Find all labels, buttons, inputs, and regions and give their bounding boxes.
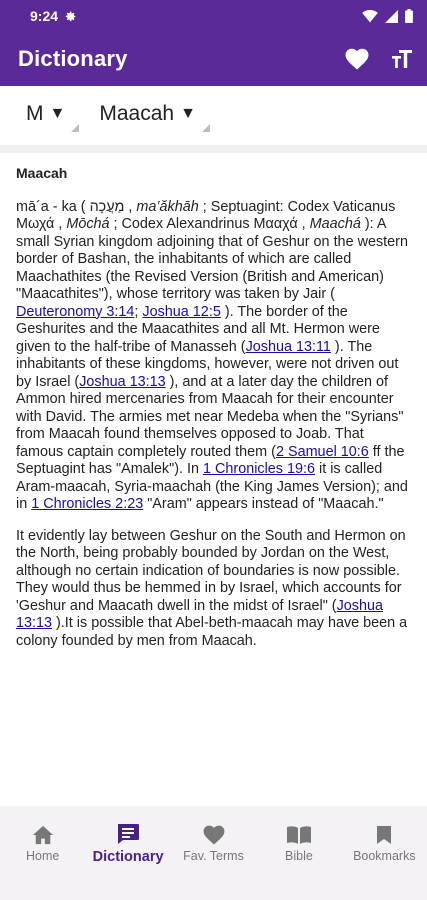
dropdown-corner-icon xyxy=(202,124,210,132)
status-time: 9:24 xyxy=(30,8,59,24)
text-run: ).It is possible that Abel-beth-maacah may have been a colony founded by men from Maacah. xyxy=(16,615,408,649)
app-bar xyxy=(0,32,427,86)
text-run: ; Septuagint: Codex Vaticanus Μωχά , xyxy=(16,198,396,232)
gesture-bar-area xyxy=(0,874,427,900)
text-run: It evidently lay between Geshur on the South and Hermon on the North, being probably bounded by Jordan on the West, although no certain indication of boundaries is now possible. They would thus be hemmed in by Israel, which accounts for 'Geshur and Maacath dwell in the midst of Israel" ( xyxy=(16,527,406,614)
scripture-link[interactable]: Joshua 13:13 xyxy=(16,597,384,631)
nav-label-home: Home xyxy=(26,849,60,863)
nav-label-fav-terms: Fav. Terms xyxy=(183,849,244,863)
scripture-link[interactable]: 1 Chronicles 2:23 xyxy=(31,496,144,512)
letter-dropdown[interactable] xyxy=(26,92,79,136)
nav-item-bible[interactable] xyxy=(256,814,341,874)
scripture-link[interactable]: Joshua 12:5 xyxy=(142,303,221,320)
dictionary-icon xyxy=(116,823,140,845)
text-run: ; xyxy=(134,303,143,320)
bookmark-icon xyxy=(376,825,392,845)
nav-item-home[interactable] xyxy=(0,814,85,874)
entry-heading: Maacah xyxy=(16,165,68,181)
text-run: ; Codex Alexandrinus Μααχά , xyxy=(109,216,310,232)
nav-label-dictionary: Dictionary xyxy=(92,849,164,865)
nav-item-bookmarks[interactable] xyxy=(342,814,427,874)
book-icon xyxy=(286,825,312,845)
nav-item-fav-terms[interactable] xyxy=(171,814,256,874)
scripture-link[interactable]: 1 Chronicles 19:6 xyxy=(203,461,316,477)
scripture-link[interactable]: Deuteronomy 3:14 xyxy=(16,303,135,320)
scripture-link[interactable]: Joshua 13:11 xyxy=(245,338,331,355)
transliteration: Maachá xyxy=(309,216,361,232)
text-run: it is called Aram-maacah, Syria-maachah (the King James Version); and in xyxy=(16,461,408,512)
scripture-link[interactable]: Joshua 13:13 xyxy=(79,373,166,390)
selector-row xyxy=(0,86,427,142)
transliteration: Mōchá xyxy=(66,216,110,232)
bottom-navigation xyxy=(0,814,427,874)
app-title: Dictionary xyxy=(18,46,128,71)
text-run: mā´a - ka ( מַעֲכָה , xyxy=(16,198,137,215)
nav-label-bible: Bible xyxy=(285,849,313,863)
text-run: "Aram" appears instead of "Maacah." xyxy=(143,496,384,512)
nav-item-dictionary[interactable] xyxy=(85,814,170,874)
text-run: ff the Septuagint has "Amalek"). In xyxy=(16,443,405,477)
text-size-icon[interactable] xyxy=(391,49,413,69)
favorite-heart-icon[interactable] xyxy=(345,48,369,70)
status-bar xyxy=(0,0,427,32)
dropdown-corner-icon xyxy=(71,124,79,132)
settings-gear-icon xyxy=(64,10,77,23)
entry-content xyxy=(0,153,427,813)
transliteration: ma‛ăkhāh xyxy=(136,198,199,215)
nav-label-bookmarks: Bookmarks xyxy=(353,849,416,863)
nav-divider xyxy=(0,806,427,814)
text-run: ): A small Syrian kingdom adjoining that of Geshur on the western border of Bashan, the inhabitants of which are called Maachathites (the Revised Version (British and American) "Maacathites"), whose territory was taken by Jair ( xyxy=(16,216,408,302)
scripture-link[interactable]: 2 Samuel 10:6 xyxy=(275,443,369,460)
word-dropdown[interactable] xyxy=(99,92,210,136)
caret-down-icon: ▼ xyxy=(180,105,196,122)
signal-icon xyxy=(385,10,398,23)
battery-icon xyxy=(405,9,413,23)
word-dropdown-value: Maacah xyxy=(99,102,175,125)
wifi-icon xyxy=(362,10,378,23)
text-run: ), and at a later day the children of Ammon hired mercenaries from Maacah for their encounter with David. The armies met near Medeba when the "Syrians" from Maacah found themselves opposed to Joab. That famous captain completely routed them ( xyxy=(16,373,404,460)
section-divider xyxy=(0,145,427,153)
text-run: ). The inhabitants of these kingdoms, however, were not driven out by Israel ( xyxy=(16,338,399,390)
home-icon xyxy=(32,825,54,845)
text-run: ). The border of the Geshurites and the Maacathites and all Mt. Hermon were given to the half-tribe of Manasseh ( xyxy=(16,303,380,355)
letter-dropdown-value: M xyxy=(26,102,44,125)
entry-paragraph-2 xyxy=(16,528,413,651)
caret-down-icon: ▼ xyxy=(49,105,66,122)
entry-paragraph-1 xyxy=(16,199,413,514)
heart-icon xyxy=(203,825,225,845)
